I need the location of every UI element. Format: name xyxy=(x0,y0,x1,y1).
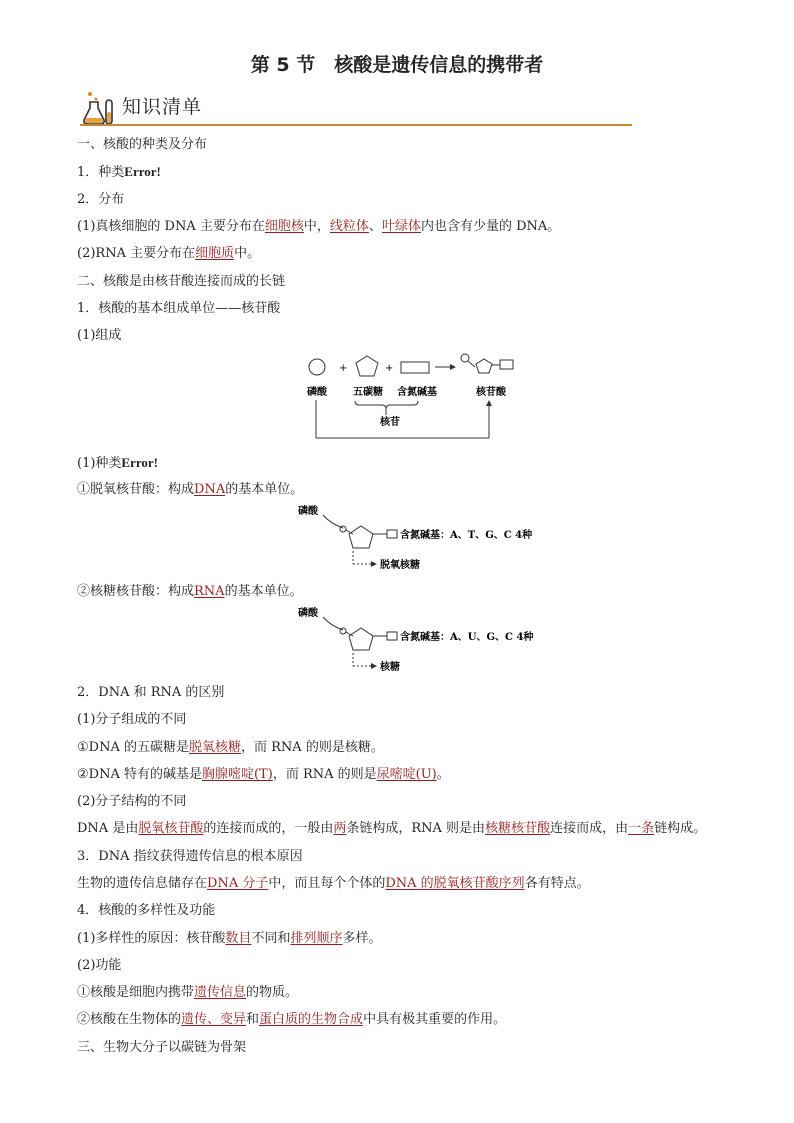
svg-text:脱氧核糖: 脱氧核糖 xyxy=(380,560,420,571)
text-line: 1．种类Error! xyxy=(77,164,161,180)
heading-3: 三、生物大分子以碳链为骨架 xyxy=(77,1040,247,1055)
svg-text:+: + xyxy=(339,363,348,374)
subheading: (1)分子组成的不同 xyxy=(77,712,187,727)
text-line: ②核酸在生物体的遗传、变异和蛋白质的生物合成中具有极其重要的作用。 xyxy=(77,1012,507,1027)
text-line: DNA 是由脱氧核苷酸的连接而成的，一般由两条链构成，RNA 则是由核糖核苷酸连接而成，由一条链构成。 xyxy=(77,821,707,836)
text-line: (1)多样性的原因：核苷酸数目不同和排列顺序多样。 xyxy=(77,931,382,946)
flask-icon xyxy=(82,90,122,126)
subheading: (2)分子结构的不同 xyxy=(77,794,187,809)
text-line: (2)RNA 主要分布在细胞质中。 xyxy=(77,246,261,261)
heading-2: 二、核酸是由核苷酸连接而成的长链 xyxy=(77,274,286,289)
text-line: ②核糖核苷酸：构成RNA的基本单位。 xyxy=(77,584,303,599)
deoxyribonucleotide-diagram xyxy=(295,500,535,572)
section-label: 知识清单 xyxy=(122,96,203,118)
subheading: 2．分布 xyxy=(77,192,125,207)
svg-text:+: + xyxy=(385,363,394,374)
svg-text:含氮碱基: 含氮碱基 xyxy=(397,387,437,398)
svg-text:核苷: 核苷 xyxy=(380,417,400,428)
page-title: 第 5 节 核酸是遗传信息的携带者 xyxy=(250,54,544,76)
subheading: 4．核酸的多样性及功能 xyxy=(77,903,216,918)
section-banner xyxy=(80,90,632,126)
text-line: ①脱氧核苷酸：构成DNA的基本单位。 xyxy=(77,482,304,497)
nucleotide-composition-diagram xyxy=(300,350,530,442)
text-line: (1)种类Error! xyxy=(77,455,158,471)
svg-text:磷酸: 磷酸 xyxy=(307,387,327,398)
banner-divider xyxy=(80,124,632,126)
subheading: 2．DNA 和 RNA 的区别 xyxy=(77,685,225,700)
subheading: 1．核酸的基本组成单位——核苷酸 xyxy=(77,301,281,316)
subheading: (2)功能 xyxy=(77,958,122,973)
text-line: ①核酸是细胞内携带遗传信息的物质。 xyxy=(77,985,299,1000)
ribonucleotide-diagram xyxy=(295,602,535,674)
text-line: ①DNA 的五碳糖是脱氧核糖，而 RNA 的则是核糖。 xyxy=(77,740,384,755)
svg-text:磷酸: 磷酸 xyxy=(298,608,318,619)
text-line: ②DNA 特有的碱基是胸腺嘧啶(T)，而 RNA 的则是尿嘧啶(U)。 xyxy=(77,767,450,782)
svg-text:核苷酸: 核苷酸 xyxy=(476,387,506,398)
subheading: (1)组成 xyxy=(77,328,122,343)
svg-text:核糖: 核糖 xyxy=(380,662,400,673)
text-line: (1)真核细胞的 DNA 主要分布在细胞核中，线粒体、叶绿体内也含有少量的 DNA。 xyxy=(77,219,561,234)
heading-1: 一、核酸的种类及分布 xyxy=(77,137,208,152)
svg-text:含氮碱基：A、U、G、C 4种: 含氮碱基：A、U、G、C 4种 xyxy=(400,632,534,643)
svg-text:磷酸: 磷酸 xyxy=(298,506,318,517)
svg-text:五碳糖: 五碳糖 xyxy=(353,387,383,398)
text-line: 生物的遗传信息储存在DNA 分子中，而且每个个体的DNA 的脱氧核苷酸序列各有特点。 xyxy=(77,876,590,891)
svg-text:含氮碱基：A、T、G、C 4种: 含氮碱基：A、T、G、C 4种 xyxy=(400,530,533,541)
subheading: 3．DNA 指纹获得遗传信息的根本原因 xyxy=(77,849,303,864)
